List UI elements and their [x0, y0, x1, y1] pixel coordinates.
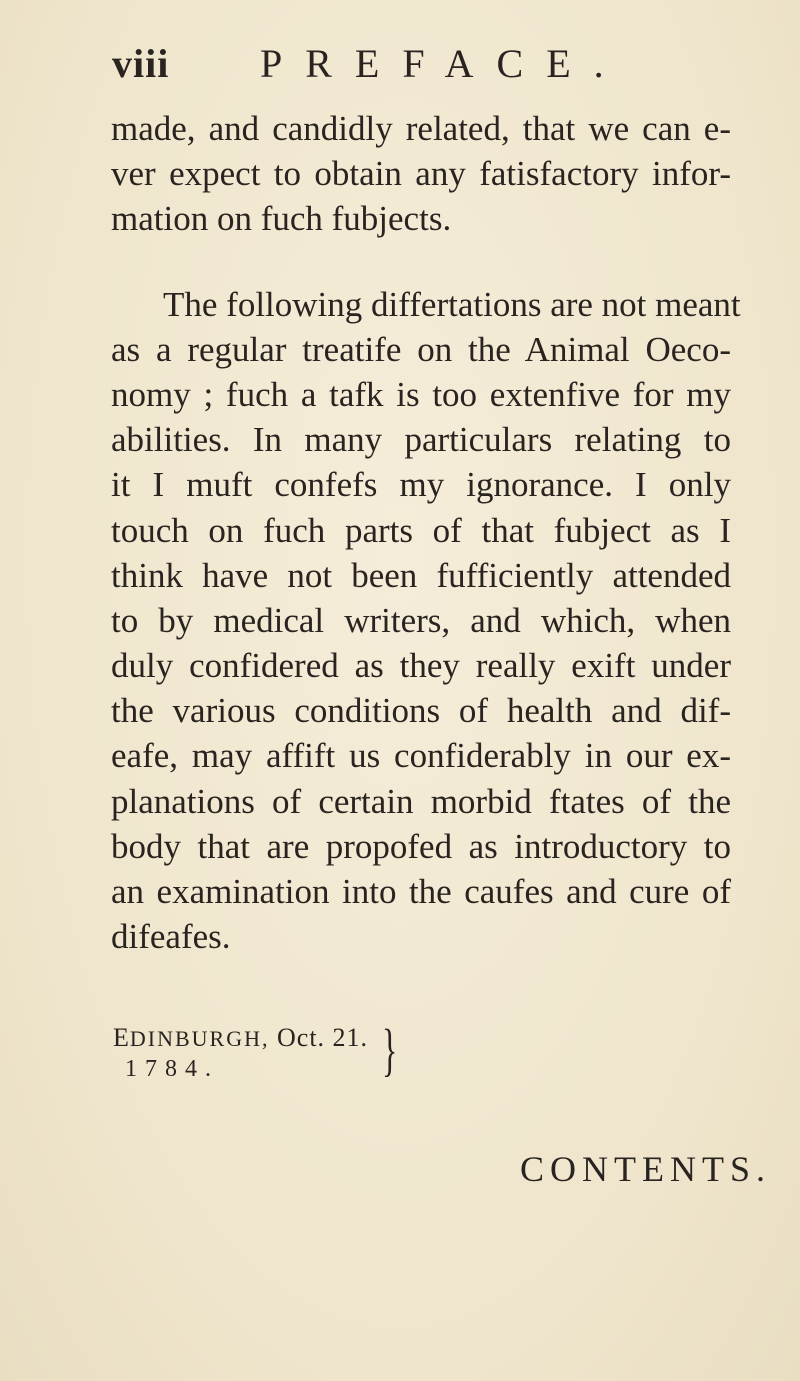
- text-line: eafe, may affift us confiderably in our ex-: [111, 736, 731, 776]
- signoff: [113, 1017, 533, 1084]
- signoff-year: 1784.: [125, 1056, 219, 1082]
- signoff-place-date: [113, 1022, 533, 1054]
- paragraph-1: [111, 106, 731, 242]
- text-line: as a regular treatife on the Animal Oeco-: [111, 329, 731, 369]
- text-line: made, and candidly related, that we can e-: [111, 109, 731, 148]
- running-head: [112, 40, 712, 90]
- text-line: ver expect to obtain any fatisfactory infor-: [111, 154, 731, 194]
- signoff-date: Oct. 21.: [277, 1023, 369, 1052]
- text-line: think have not been fufficiently attended: [111, 555, 731, 595]
- paragraph-gap: [111, 242, 731, 282]
- page-title: PREFACE.: [260, 41, 627, 86]
- brace-glyph: }: [382, 1017, 398, 1082]
- text-line: the various conditions of health and dif-: [111, 691, 731, 731]
- text-line: abilities. In many particulars relating to: [111, 420, 731, 460]
- text-line: it I muft confefs my ignorance. I only: [111, 465, 731, 505]
- text-line: difeafes.: [111, 917, 231, 957]
- text-line: duly confidered as they really exift under: [111, 646, 731, 686]
- catchword: CONTENTS.: [520, 1149, 771, 1189]
- text-line: to by medical writers, and which, when: [111, 600, 731, 640]
- text-line: planations of certain morbid ftates of the: [111, 781, 731, 821]
- text-line: an examination into the caufes and cure of: [111, 872, 731, 911]
- text-line: touch on fuch parts of that fubject as I: [111, 510, 731, 550]
- text-line: body that are propofed as introductory to: [111, 826, 731, 866]
- signoff-place: DINBURGH,: [129, 1026, 270, 1051]
- paragraph-2: [111, 282, 741, 960]
- body-text: [111, 106, 741, 959]
- text-line: mation on fuch fubjects.: [111, 199, 452, 239]
- text-line: The following differtations are not meant: [163, 284, 741, 324]
- page-number: viii: [112, 41, 170, 86]
- signoff-place-initial: E: [113, 1023, 130, 1052]
- text-line: nomy ; fuch a tafk is too extenfive for my: [111, 374, 731, 414]
